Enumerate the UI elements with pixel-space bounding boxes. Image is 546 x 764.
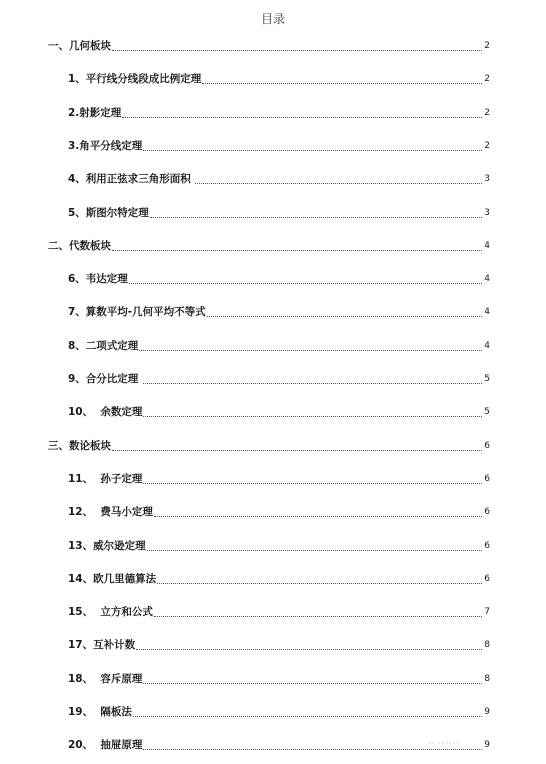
toc-subsection-entry[interactable] <box>68 201 490 221</box>
toc-page-number: 2 <box>484 74 490 85</box>
toc-page-number: 5 <box>484 374 490 384</box>
toc-dot-leader <box>202 82 482 84</box>
toc-entry-label: 17、互补计数 <box>68 639 136 652</box>
toc-subsection-entry[interactable] <box>68 134 490 154</box>
toc-dot-leader <box>112 49 482 51</box>
toc-subsection-entry[interactable] <box>68 467 490 487</box>
toc-page-number: 4 <box>484 307 490 318</box>
toc-page-number: 8 <box>484 640 490 651</box>
toc-entry-label: 14、欧几里德算法 <box>68 572 157 585</box>
toc-entry-label: 10、 余数定理 <box>68 406 143 419</box>
toc-section-entry[interactable] <box>48 234 490 254</box>
toc-page-number: 5 <box>484 407 490 418</box>
toc-subsection-entry[interactable] <box>68 733 490 753</box>
toc-page-number: 4 <box>484 340 490 351</box>
toc-page-number: 4 <box>484 274 490 285</box>
toc-dot-leader <box>154 515 482 517</box>
toc-page-number: 9 <box>484 740 490 751</box>
toc-section-entry[interactable] <box>48 434 490 454</box>
toc-page-number: 8 <box>484 673 490 684</box>
toc-dot-leader <box>154 615 482 617</box>
toc-entry-label: 15、 立方和公式 <box>68 606 153 619</box>
toc-entry-label: 19、 隔板法 <box>68 706 132 718</box>
toc-page-number: 4 <box>484 240 490 251</box>
toc-page-number: 3 <box>484 207 490 218</box>
toc-page-number: 6 <box>484 507 490 518</box>
toc-dot-leader <box>143 149 482 151</box>
toc-dot-leader <box>143 415 482 417</box>
toc-page-number: 9 <box>484 707 490 717</box>
toc-dot-leader <box>207 315 482 317</box>
toc-dot-leader <box>136 648 482 650</box>
toc-page-number: 6 <box>484 573 490 584</box>
toc-dot-leader <box>122 116 482 118</box>
toc-entry-label: 1、平行线分线段成比例定理 <box>68 73 202 86</box>
toc-entry-label: 三、数论板块 <box>48 439 111 452</box>
toc-subsection-entry[interactable] <box>68 500 490 520</box>
watermark: ·· ······ <box>428 739 460 748</box>
toc-dot-leader <box>143 482 482 484</box>
toc-subsection-entry[interactable] <box>68 700 490 720</box>
toc-page-number: 3 <box>484 174 490 185</box>
toc-subsection-entry[interactable] <box>68 367 490 387</box>
toc-subsection-entry[interactable] <box>68 400 490 420</box>
toc-title: 目录 <box>260 12 285 26</box>
toc-page-number: 6 <box>484 540 490 551</box>
toc-dot-leader <box>139 349 482 351</box>
toc-subsection-entry[interactable] <box>68 633 490 653</box>
toc-subsection-entry[interactable] <box>68 67 490 87</box>
toc-page-number: 2 <box>484 107 490 118</box>
toc-subsection-entry[interactable] <box>68 300 490 320</box>
toc-subsection-entry[interactable] <box>68 101 490 121</box>
toc-entry-label: 3.角平分线定理 <box>68 139 143 152</box>
toc-entry-label: 7、算数平均-几何平均不等式 <box>68 306 206 319</box>
toc-page-number: 2 <box>484 140 490 151</box>
toc-entry-label: 一、几何板块 <box>48 40 111 52</box>
toc-entry-label: 4、利用正弦求三角形面积 <box>68 173 195 186</box>
toc-dot-leader <box>150 216 482 218</box>
toc-page-number: 6 <box>484 473 490 484</box>
toc-entry-label: 8、二项式定理 <box>68 339 139 352</box>
toc-entry-label: 12、 费马小定理 <box>68 506 153 519</box>
toc-entry-label: 11、 孙子定理 <box>68 472 143 485</box>
toc-entry-label: 5、斯图尔特定理 <box>68 206 149 219</box>
toc-entry-label: 18、 容斥原理 <box>68 672 143 685</box>
toc-dot-leader <box>133 715 482 717</box>
toc-dot-leader <box>112 249 482 251</box>
toc-entry-label: 6、韦达定理 <box>68 273 128 286</box>
toc-subsection-entry[interactable] <box>68 600 490 620</box>
toc-dot-leader <box>143 382 482 384</box>
toc-subsection-entry[interactable] <box>68 567 490 587</box>
toc-dot-leader <box>157 582 482 584</box>
toc-entry-label: 13、威尔逊定理 <box>68 539 146 552</box>
toc-entry-label: 二、代数板块 <box>48 239 111 252</box>
toc-page-number: 6 <box>484 440 490 451</box>
toc-dot-leader <box>195 182 482 184</box>
toc-entry-label: 9、合分比定理 <box>68 373 142 385</box>
toc-section-entry[interactable] <box>48 34 490 54</box>
toc-subsection-entry[interactable] <box>68 267 490 287</box>
toc-entry-label: 2.射影定理 <box>68 106 122 119</box>
toc-dot-leader <box>129 282 482 284</box>
toc-page-number: 2 <box>484 41 490 51</box>
toc-dot-leader <box>112 449 482 451</box>
toc-subsection-entry[interactable] <box>68 334 490 354</box>
toc-dot-leader <box>147 549 482 551</box>
toc-dot-leader <box>143 682 482 684</box>
toc-page-number: 7 <box>484 607 490 618</box>
toc-dot-leader <box>143 748 482 750</box>
toc-entry-label: 20、 抽屉原理 <box>68 739 143 752</box>
toc-subsection-entry[interactable] <box>68 667 490 687</box>
toc-subsection-entry[interactable] <box>68 534 490 554</box>
toc-subsection-entry[interactable] <box>68 167 490 187</box>
